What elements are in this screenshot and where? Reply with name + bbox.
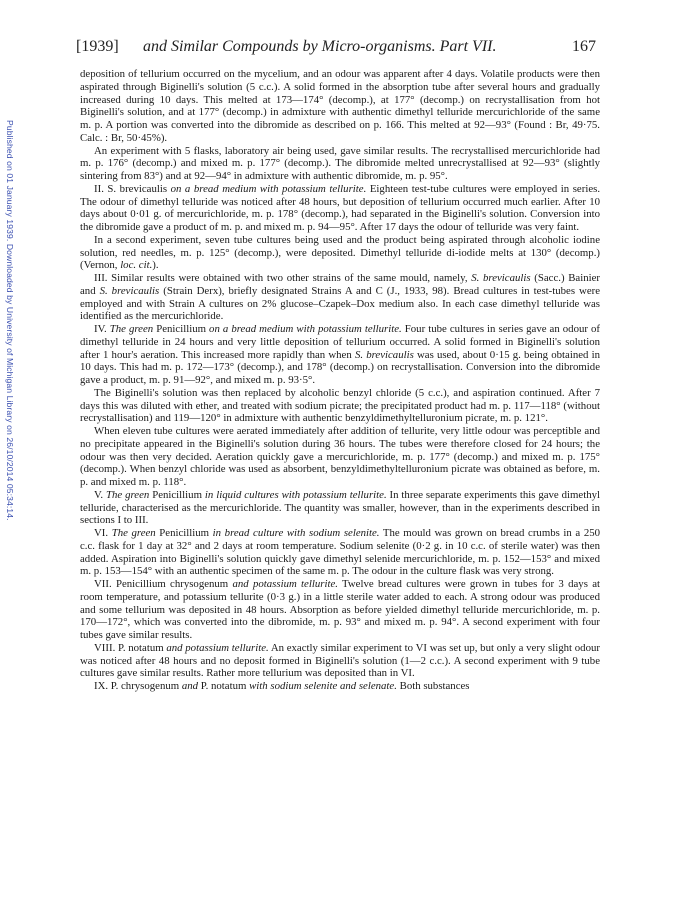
paragraph (80, 145, 600, 183)
page-number: 167 (572, 38, 596, 55)
paragraph-text: (Strain Derx), briefly designated Strains A and C (J., 1933, 98). Bread cultures in test-tubes were employed and with Strain A cultures on 2% glucose–Czapek–Dox medium also. In each case dimethyl telluride was identified as the mercurichloride. (80, 284, 601, 323)
paragraph-text: Twelve bread cultures were grown in tubes for 3 days at room temperature, and potassium tellurite (0·3 g.) in a little sterile water added to each. A strong odour was produced and some tellurium was deposited in 48 hours. Absorption as before yielded dimethyl telluride mercurichloride, m. p. 170—172°, which was converted into the dibromide, m. p. 93° and mixed m. p. 94°. A second experiment with four tubes gave similar results. (80, 578, 600, 641)
paragraph-text: In three separate experiments this gave dimethyl telluride, characterised as the mercurichloride. The quantity was smaller, however, than in the experiments described in sections I to III. (80, 488, 601, 527)
paragraph-text: Penicillium (153, 323, 210, 335)
paragraph (80, 527, 600, 578)
paragraph-text: Penicillium (149, 488, 205, 501)
paragraph-text: Eighteen test-tube cultures were employed in series. The odour of dimethyl telluride was noticed after 48 hours, but deposition of tellurium occurred much earlier. After 10 days about 0·01 g. of mercurichloride, m. p. 178° (decomp.), had separated in the Biginelli's solution. Conversion into the dibromide gave a product of m. p. and mixed m. p. 94—95°. After 17 days the odour of telluride was very faint. (80, 182, 601, 233)
paragraph (80, 425, 600, 489)
header-title: and Similar Compounds by Micro-organisms. Part VII. (143, 38, 497, 55)
paragraph-text: was used, about 0·15 g. being obtained in 10 days. This had m. p. 172—173° (decomp.), and 178° (decomp.) on recrystallisation. Conversion into the dibromide gave a product, m. p. 91—92°, and mixed m. p. 93·5°. (80, 348, 600, 386)
paragraph-text: VI. (94, 527, 112, 539)
paragraph-text: II. S. brevicaulis (94, 182, 171, 195)
article-body (80, 68, 600, 693)
paragraph-text: Penicillium (155, 527, 213, 539)
paragraph-text: P. notatum (198, 680, 250, 692)
italic-text: The green (106, 488, 150, 501)
paragraph-text: The Biginelli's solution was then replaced by alcoholic benzyl chloride (5 c.c.), and aspiration continued. After 7 days this was diluted with ether, and treated with sodium picrate; the precipitated product had m. p. 117—118° (without recrystallisation) and 119—120° in admixture with authentic benzyldimethyltelluronium picrate, m. p. 121°. (80, 386, 600, 425)
italic-text: and potassium tellurite. (232, 578, 338, 590)
paragraph-text: Four tube cultures in series gave an odour of dimethyl telluride in 24 hours and very little deposition of tellurium occurred. A solid formed in Biginelli's solution after 1 hour's aeration. This increased more rapidly than when (80, 323, 600, 361)
italic-text: The green (109, 323, 154, 335)
paragraph (80, 387, 600, 425)
download-notice-text: Published on 01 January 1939. Downloaded by University of Michigan Library on 26/10/2014 05:34:14. (5, 120, 15, 521)
paragraph-text: IV. (94, 323, 110, 335)
paragraph-text: Both substances (396, 680, 470, 692)
paragraph (80, 578, 600, 642)
paragraph (80, 323, 600, 387)
paragraph (80, 642, 600, 680)
paragraph-text: An experiment with 5 flasks, laboratory air being used, gave similar results. The recrystallised mercurichloride had m. p. 176° (decomp.) and mixed m. p. 177° (decomp.). The dibromide melted unrecrystallised at 92—93° (slightly sintering from 83°) and at 92—94° in admixture with authentic dibromide, m. p. 95°. (80, 144, 600, 182)
italic-text: and (181, 680, 199, 692)
italic-text: on a bread medium with potassium tellurite. (209, 323, 402, 335)
italic-text: in bread culture with sodium selenite. (212, 527, 380, 539)
download-notice (2, 120, 16, 760)
paragraph (80, 183, 600, 234)
italic-text: S. brevicaulis (471, 272, 531, 284)
paragraph-text: (Sacc.) Bainier and (80, 272, 601, 297)
paragraph-text: VII. Penicillium chrysogenum (94, 578, 233, 590)
paragraph (80, 234, 600, 272)
paragraph-text: When eleven tube cultures were aerated immediately after addition of tellurite, very little odour was perceptible and no precipitate appeared in the Biginelli's solution during 36 hours. The tubes were therefore closed for 24 hours; the odour was then very decided. Aeration quickly gave a mercurichloride, m. p. 177° (decomp.) and mixed m. p. 175° (decomp.). When benzyl chloride was used as absorbent, benzyldimethyltelluronium picrate was obtained as before, m. p. and mixed m. p. 118°. (80, 425, 600, 488)
italic-text: The green (111, 527, 156, 539)
paragraph-text: In a second experiment, seven tube cultures being used and the product being aspirated through alcoholic iodine solution, red needles, m. p. 125° (decomp.), were deposited. Dimethyl telluride di-iodide melts at 130° (decomp.) (Vernon, (80, 233, 600, 272)
header-year: [1939] (76, 38, 119, 55)
paragraph (80, 680, 600, 693)
paragraph-text: VIII. P. notatum (94, 641, 167, 654)
paragraph (80, 68, 600, 145)
italic-text: loc. cit. (120, 259, 153, 272)
italic-text: in liquid cultures with potassium tellurite. (204, 488, 387, 501)
italic-text: and potassium tellurite. (166, 641, 269, 654)
paragraph-text: V. (94, 488, 107, 501)
paragraph-text: IX. P. chrysogenum (94, 680, 182, 692)
running-header (76, 38, 596, 60)
italic-text: on a bread medium with potassium tellurite. (170, 182, 367, 195)
paragraph-text: deposition of tellurium occurred on the mycelium, and an odour was apparent after 4 days. Volatile products were then aspirated through Biginelli's solution (5 c.c.). A solid formed in the absorption tube after several hours and gradually increased during 10 days. This melted at 173—174° (decomp.), at 177° (decomp.) on recrystallisation from hot Biginelli's solution, and at 177° (decomp.) in admixture with authentic dimethyl telluride mercurichloride of the same m. p. A portion was converted into the dibromide as described on p. 166. This melted at 92—93° (Found : Br, 49·75. Calc. : Br, 50·45%). (80, 68, 600, 144)
paragraph-text: The mould was grown on bread crumbs in a 250 c.c. flask for 1 day at 32° and 2 days at room temperature. Sodium selenite (0·2 g. in 10 c.c. of sterile water) was then added. Aspiration into Biginelli's solution quickly gave dimethyl selenide mercurichloride, m. p. 152—153° and mixed m. p. 153—154° with an authentic specimen of the same m. p. The odour in the culture flask was very strong. (80, 527, 601, 578)
italic-text: with sodium selenite and selenate. (249, 680, 397, 692)
paragraph (80, 489, 600, 527)
paragraph-text: III. Similar results were obtained with two other strains of the same mould, namely, (94, 272, 472, 284)
paragraph (80, 272, 600, 323)
italic-text: S. brevicaulis (99, 284, 160, 297)
italic-text: S. brevicaulis (354, 348, 414, 361)
paragraph-text: An exactly similar experiment to VI was set up, but only a very slight odour was noticed after 48 hours and no deposit formed in Biginelli's solution (1—2 c.c.). A second experiment with 9 tube cultures gave similar results. Rather more tellurium was deposited than in VI. (80, 641, 600, 680)
paragraph-text: ). (152, 259, 159, 272)
